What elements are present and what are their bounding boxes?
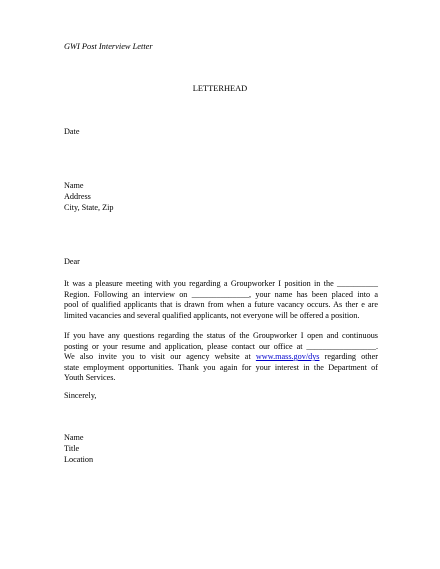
paragraph-line: limited vacancies and several qualified applicants, not everyone will be offered a position. xyxy=(64,310,360,320)
paragraph-text: We also invite you to visit our agency website at xyxy=(64,352,256,362)
date-line: Date xyxy=(64,127,80,136)
paragraph-line: Youth Services. xyxy=(64,373,116,383)
paragraph-line: It was a pleasure meeting with you regarding a Groupworker I position in the __________ xyxy=(64,279,378,288)
paragraph-contact-info xyxy=(64,331,378,384)
paragraph-line: Region. Following an interview on ______________, your name has been placed into a xyxy=(64,289,378,299)
signer-location: Location xyxy=(64,455,94,464)
paragraph-line xyxy=(64,352,378,363)
letterhead-placeholder: LETTERHEAD xyxy=(192,84,248,93)
closing: Sincerely, xyxy=(64,391,97,400)
paragraph-line: state employment opportunities. Thank you again for your interest in the Department of xyxy=(64,362,378,372)
paragraph-text: regarding other xyxy=(319,352,378,362)
signature-block xyxy=(64,433,93,466)
recipient-block xyxy=(64,181,114,214)
paragraph-line: posting or your resume and application, please contact our office at _________________. xyxy=(64,341,378,351)
recipient-address: Address xyxy=(64,192,91,201)
signer-title: Title xyxy=(64,444,80,453)
paragraph-line: If you have any questions regarding the status of the Groupworker I open and continuous xyxy=(64,331,378,340)
paragraph-interview-result xyxy=(64,279,378,321)
document-title: GWI Post Interview Letter xyxy=(64,42,153,51)
salutation: Dear xyxy=(64,257,80,266)
recipient-city-state-zip: City, State, Zip xyxy=(64,203,114,212)
paragraph-line: pool of qualified applicants that is drawn from when a future vacancy occurs. As ther e are xyxy=(64,300,378,310)
recipient-name: Name xyxy=(64,181,84,190)
signer-name: Name xyxy=(64,433,84,442)
agency-website-link[interactable]: www.mass.gov/dys xyxy=(255,352,320,362)
